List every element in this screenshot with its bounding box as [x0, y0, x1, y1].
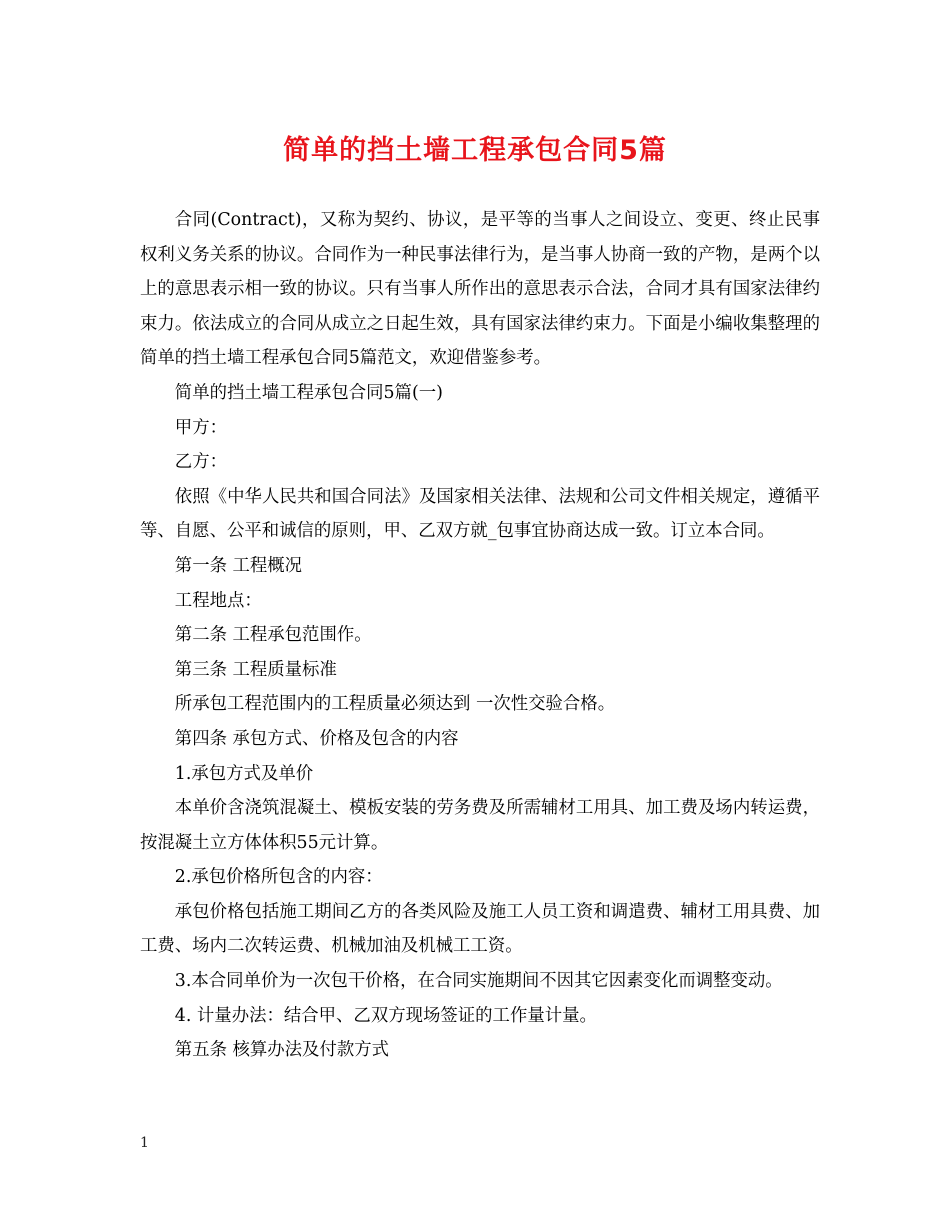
- paragraph-article-3: 第三条 工程质量标准: [174, 659, 337, 680]
- paragraph-item-3: 3.本合同单价为一次包干价格，在合同实施期间不因其它因素变化而调整变动。: [174, 971, 783, 992]
- paragraph-contract-heading: 简单的挡土墙工程承包合同5篇(一): [174, 382, 443, 403]
- paragraph-item-1: 1.承包方式及单价: [174, 763, 314, 784]
- paragraph-project-location: 工程地点：: [174, 590, 262, 611]
- paragraph-unit-price: 本单价含浇筑混凝土、模板安装的劳务费及所需辅材工用具、加工费及场内转运费，按混凝土立方体体积55元计算。: [140, 798, 820, 853]
- paragraph-quality-standard: 所承包工程范围内的工程质量必须达到 一次性交验合格。: [174, 694, 616, 715]
- document-title: 简单的挡土墙工程承包合同5篇: [283, 135, 667, 166]
- paragraph-item-4: 4. 计量办法：结合甲、乙双方现场签证的工作量计量。: [174, 1005, 597, 1026]
- paragraph-article-5: 第五条 核算办法及付款方式: [174, 1040, 390, 1061]
- paragraph-article-2: 第二条 工程承包范围作。: [174, 625, 372, 646]
- paragraph-intro: 合同(Contract)，又称为契约、协议，是平等的当事人之间设立、变更、终止民事权利义务关系的协议。合同作为一种民事法律行为，是当事人协商一致的产物，是两个以上的意思表示相一致的协议。只有当事人所作出的意思表示合法，合同才具有国家法律约束力。依法成立的合同从成立之日起生效，具有国家法律约束力。下面是小编收集整理的简单的挡土墙工程承包合同5篇范文，欢迎借鉴参考。: [140, 210, 820, 369]
- document-body: [140, 203, 820, 1068]
- paragraph-party-a: 甲方：: [174, 417, 227, 438]
- page-number: 1: [140, 1135, 149, 1151]
- paragraph-article-1: 第一条 工程概况: [174, 555, 303, 576]
- paragraph-item-2: 2.承包价格所包含的内容：: [174, 867, 383, 888]
- paragraph-preamble: 依照《中华人民共和国合同法》及国家相关法律、法规和公司文件相关规定，遵循平等、自愿、公平和诚信的原则，甲、乙双方就_包事宜协商达成一致。订立本合同。: [140, 486, 820, 542]
- paragraph-party-b: 乙方：: [174, 452, 227, 473]
- paragraph-price-contents: 承包价格包括施工期间乙方的各类风险及施工人员工资和调遣费、辅材工用具费、加工费、场内二次转运费、机械加油及机械工工资。: [140, 901, 820, 957]
- paragraph-article-4: 第四条 承包方式、价格及包含的内容: [174, 728, 459, 749]
